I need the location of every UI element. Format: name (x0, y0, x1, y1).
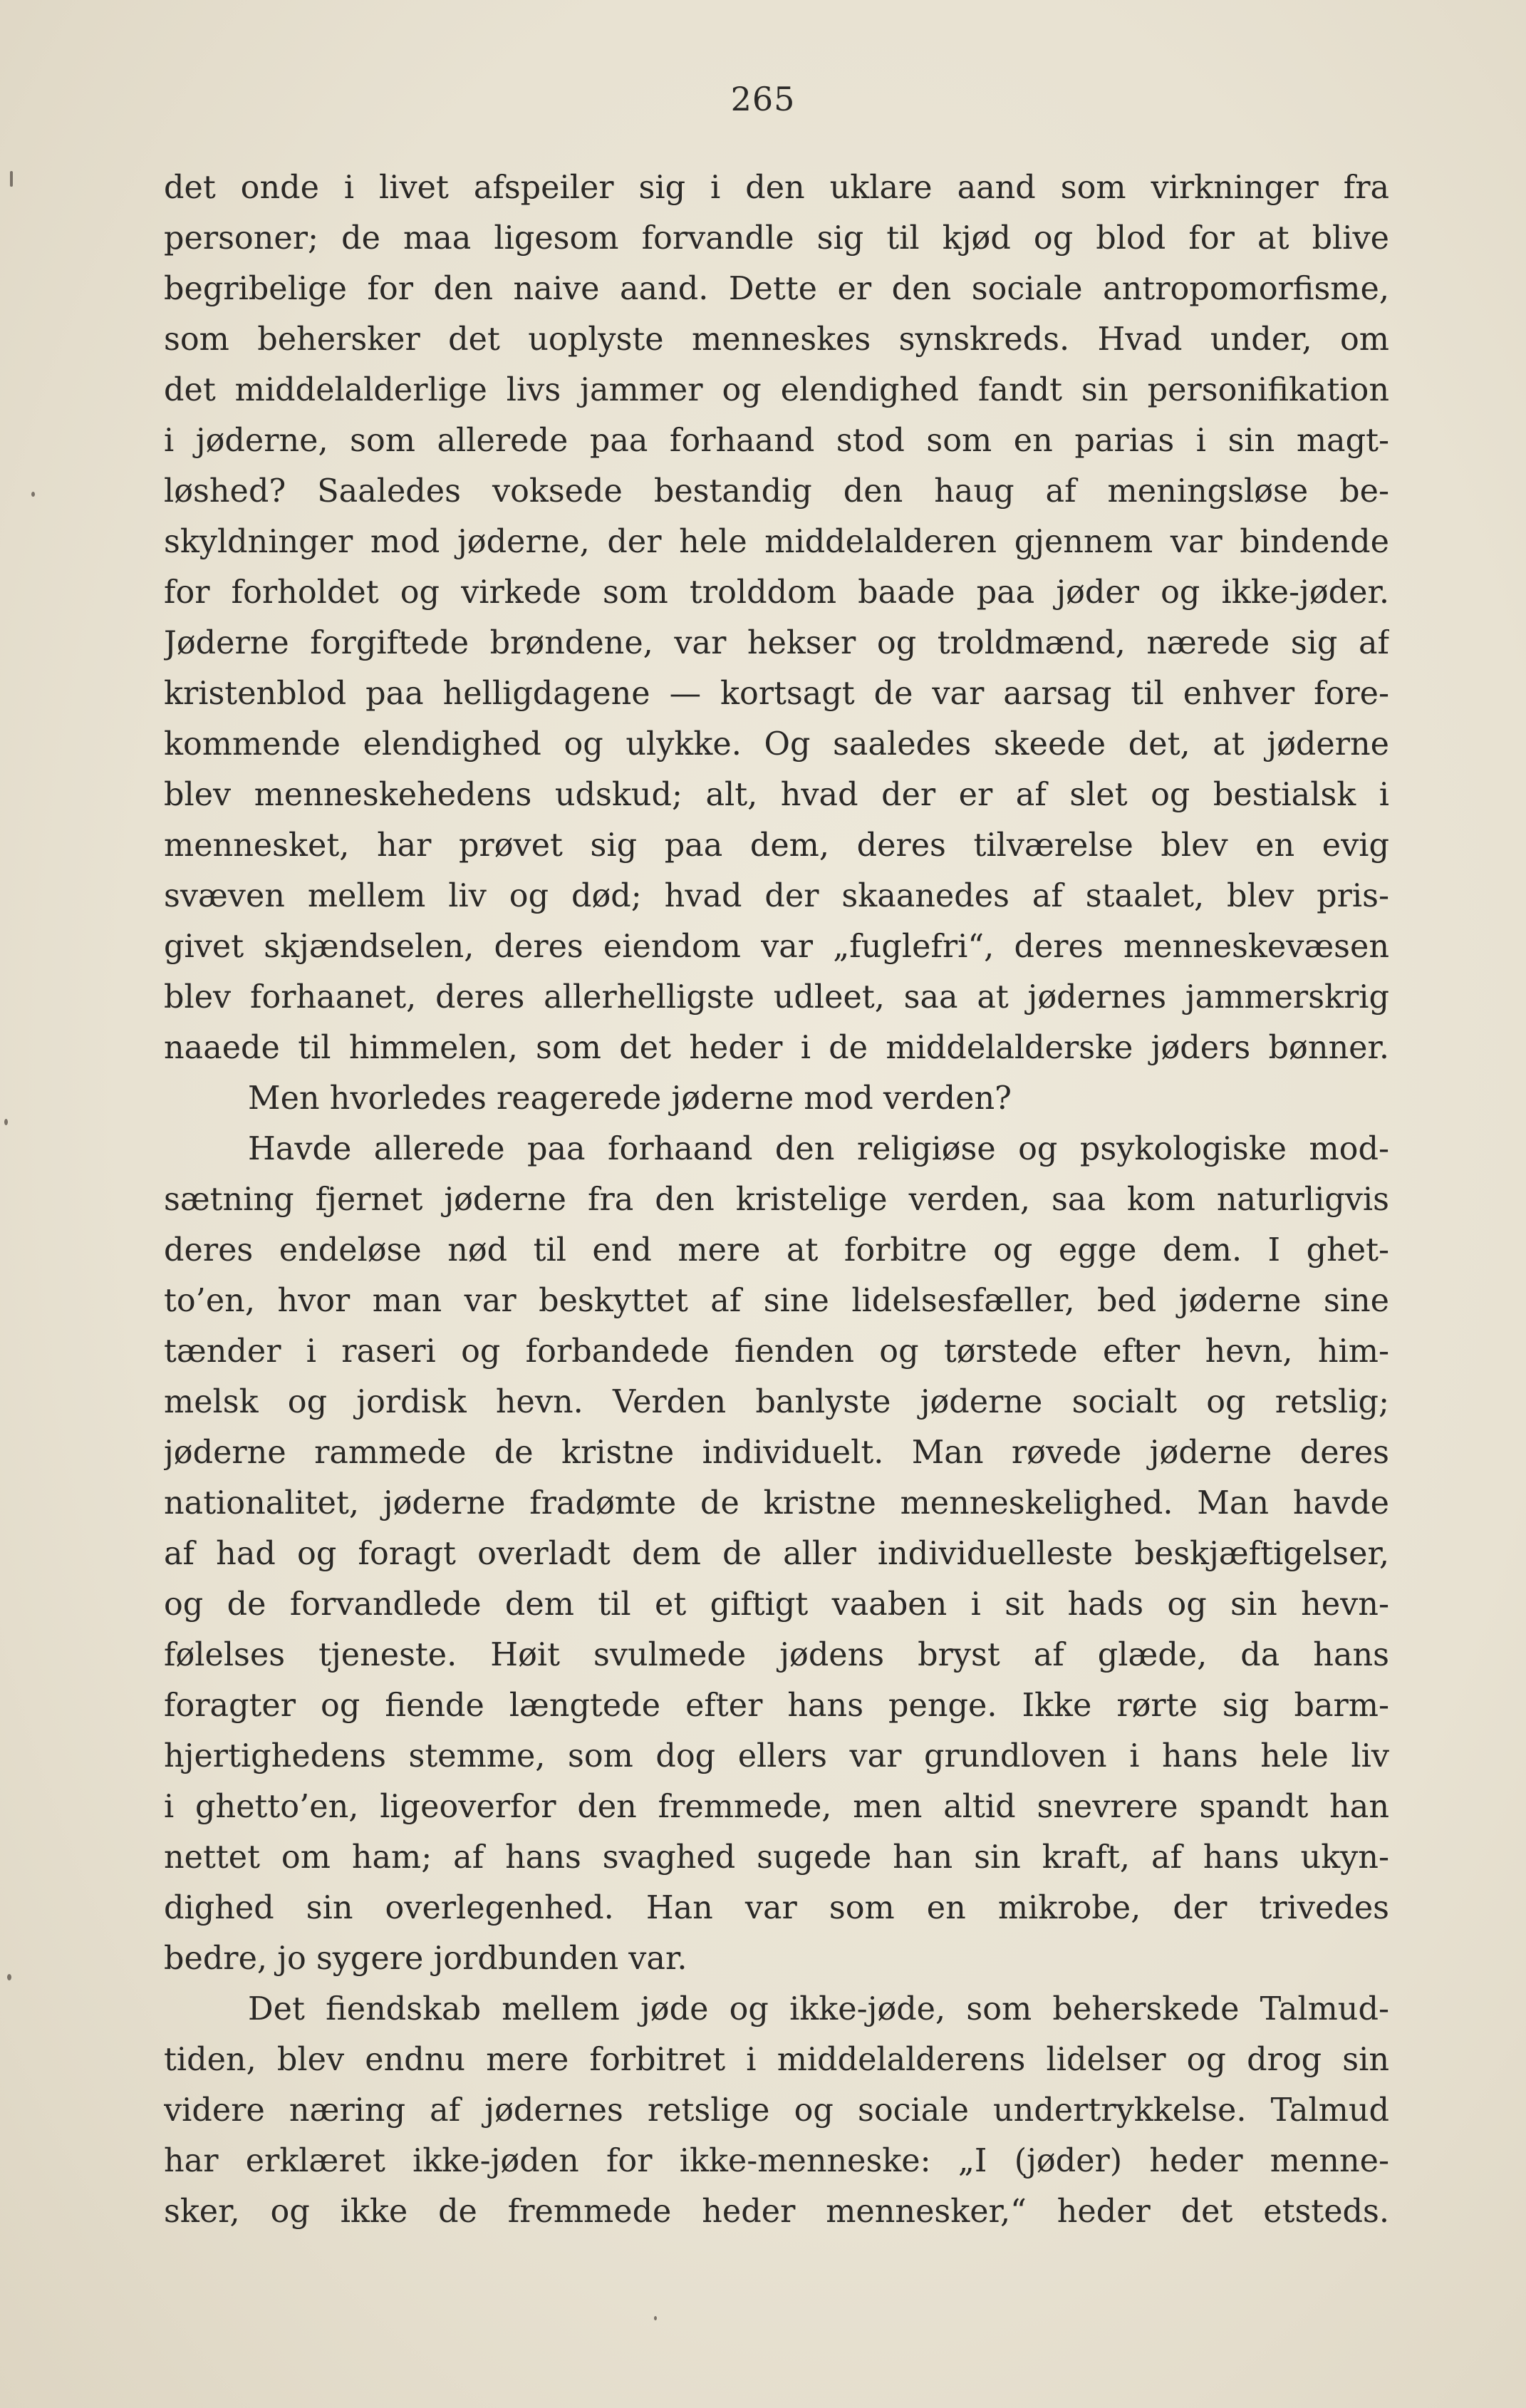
text-line: har erklæret ikke-jøden for ikke-menneske: „I (jøder) heder menne- (164, 2143, 1389, 2179)
text-line: af had og foragt overladt dem de aller individuelleste beskjæftigelser, (164, 1536, 1389, 1572)
text-line: Det fiendskab mellem jøde og ikke-jøde, som beherskede Talmud- (248, 1991, 1389, 2027)
text-line: for forholdet og virkede som trolddom baade paa jøder og ikke-jøder. (164, 574, 1389, 611)
paper-speck (10, 171, 13, 187)
text-line: blev forhaanet, deres allerhelligste udleet, saa at jødernes jammerskrig (164, 979, 1389, 1016)
text-line: kommende elendighed og ulykke. Og saaledes skeede det, at jøderne (164, 726, 1389, 763)
page-number: 265 (730, 80, 796, 118)
text-line: svæven mellem liv og død; hvad der skaanedes af staalet, blev pris- (164, 878, 1389, 914)
text-line: Jøderne forgiftede brøndene, var hekser og troldmænd, nærede sig af (164, 625, 1389, 661)
text-line: blev menneskehedens udskud; alt, hvad der er af slet og bestialsk i (164, 777, 1389, 813)
text-line: nationalitet, jøderne fradømte de kristne menneskelighed. Man havde (164, 1485, 1389, 1521)
text-line: det middelalderlige livs jammer og elendighed fandt sin personifikation (164, 372, 1389, 408)
text-line: i ghetto’en, ligeoverfor den fremmede, men altid snevrere spandt han (164, 1789, 1389, 1825)
paper-speck (7, 1974, 11, 1980)
text-line: naaede til himmelen, som det heder i de middelalderske jøders bønner. (164, 1030, 1389, 1066)
text-line: og de forvandlede dem til et giftigt vaaben i sit hads og sin hevn- (164, 1586, 1389, 1623)
text-line: to’en, hvor man var beskyttet af sine lidelsesfæller, bed jøderne sine (164, 1283, 1389, 1319)
text-line: mennesket, har prøvet sig paa dem, deres tilværelse blev en evig (164, 827, 1389, 864)
text-line: i jøderne, som allerede paa forhaand stod som en parias i sin magt- (164, 423, 1389, 459)
text-line: skyldninger mod jøderne, der hele middelalderen gjennem var bindende (164, 524, 1389, 560)
text-line: begribelige for den naive aand. Dette er den sociale antropomorfisme, (164, 271, 1389, 307)
text-line: deres endeløse nød til end mere at forbitre og egge dem. I ghet- (164, 1232, 1389, 1268)
text-line: løshed? Saaledes voksede bestandig den haug af meningsløse be- (164, 473, 1389, 510)
text-line: Men hvorledes reagerede jøderne mod verden? (248, 1080, 1012, 1117)
text-line: som behersker det uoplyste menneskes synskreds. Hvad under, om (164, 321, 1389, 358)
text-line: foragter og fiende længtede efter hans penge. Ikke rørte sig barm- (164, 1688, 1389, 1724)
paper-speck (31, 492, 35, 497)
body-text (164, 162, 1389, 2237)
text-line: kristenblod paa helligdagene — kortsagt de var aarsag til enhver fore- (164, 676, 1389, 712)
paper-speck (654, 2316, 657, 2320)
text-line: sætning fjernet jøderne fra den kristelige verden, saa kom naturligvis (164, 1182, 1389, 1218)
text-line: dighed sin overlegenhed. Han var som en mikrobe, der trivedes (164, 1890, 1389, 1926)
text-line: Havde allerede paa forhaand den religiøse og psykologiske mod- (248, 1131, 1389, 1167)
text-line: nettet om ham; af hans svaghed sugede han sin kraft, af hans ukyn- (164, 1839, 1389, 1876)
text-line: det onde i livet afspeiler sig i den uklare aand som virkninger fra (164, 170, 1389, 206)
text-line: sker, og ikke de fremmede heder mennesker,“ heder det etsteds. (164, 2193, 1389, 2230)
text-line: givet skjændselen, deres eiendom var „fuglefri“, deres menneskevæsen (164, 929, 1389, 965)
text-line: tiden, blev endnu mere forbitret i middelalderens lidelser og drog sin (164, 2042, 1389, 2078)
text-line: bedre, jo sygere jordbunden var. (164, 1941, 687, 1977)
text-line: jøderne rammede de kristne individuelt. Man røvede jøderne deres (164, 1435, 1389, 1471)
text-line: følelses tjeneste. Høit svulmede jødens bryst af glæde, da hans (164, 1637, 1389, 1673)
text-line: videre næring af jødernes retslige og sociale undertrykkelse. Talmud (164, 2092, 1389, 2129)
text-line: hjertighedens stemme, som dog ellers var grundloven i hans hele liv (164, 1738, 1389, 1774)
text-line: tænder i raseri og forbandede fienden og tørstede efter hevn, him- (164, 1333, 1389, 1370)
text-line: personer; de maa ligesom forvandle sig til kjød og blod for at blive (164, 220, 1389, 257)
text-line: melsk og jordisk hevn. Verden banlyste jøderne socialt og retslig; (164, 1384, 1389, 1420)
paper-speck (4, 1119, 8, 1125)
